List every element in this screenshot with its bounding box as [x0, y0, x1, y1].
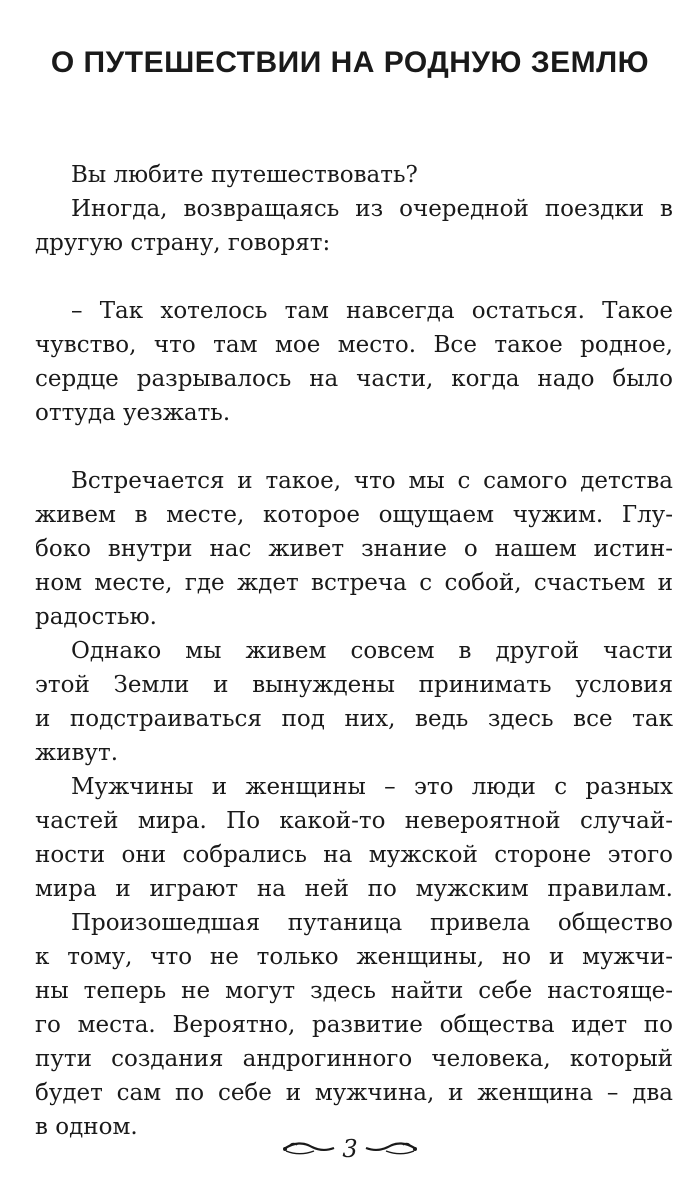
- text-line: пути создания андрогинного человека, который: [35, 1046, 673, 1072]
- text-line: Однако мы живем совсем в другой части: [71, 638, 673, 664]
- text-line: оттуда уезжать.: [35, 400, 231, 426]
- text-line: к тому, что не только женщины, но и мужчи-: [35, 944, 673, 970]
- text-line: Мужчины и женщины – это люди с разных: [71, 774, 673, 800]
- text-line: Иногда, возвращаясь из очередной поездки в: [71, 196, 673, 222]
- text-line: живем в месте, которое ощущаем чужим. Глу-: [35, 502, 673, 528]
- text-line: – Так хотелось там навсегда остаться. Такое: [71, 298, 673, 324]
- text-line: частей мира. По какой-то невероятной случай-: [35, 808, 673, 834]
- text-line: сердце разрывалось на части, когда надо было: [35, 366, 673, 392]
- text-line: другую страну, говорят:: [35, 230, 331, 256]
- text-line: Вы любите путешествовать?: [71, 162, 418, 188]
- chapter-body: [35, 158, 673, 1144]
- text-line: боко внутри нас живет знание о нашем истин-: [35, 536, 673, 562]
- text-line: го места. Вероятно, развитие общества идет по: [35, 1012, 673, 1038]
- text-line: этой Земли и вынуждены принимать условия: [35, 672, 673, 698]
- scroll-ornament-left-icon: [282, 1140, 336, 1158]
- paragraph-gap: [35, 260, 673, 294]
- text-line: и подстраиваться под них, ведь здесь все так: [35, 706, 673, 732]
- text-line: будет сам по себе и мужчина, и женщина – два: [35, 1080, 673, 1106]
- text-line: ности они собрались на мужской стороне этого: [35, 842, 673, 868]
- scroll-ornament-right-icon: [364, 1140, 418, 1158]
- chapter-title: О ПУТЕШЕСТВИИ НА РОДНУЮ ЗЕМЛЮ: [50, 46, 650, 79]
- page-number: 3: [342, 1135, 358, 1163]
- text-line: радостью.: [35, 604, 157, 630]
- text-line: Встречается и такое, что мы с самого детства: [71, 468, 673, 494]
- text-line: в одном.: [35, 1114, 138, 1140]
- text-line: ны теперь не могут здесь найти себе настояще-: [35, 978, 673, 1004]
- text-line: мира и играют на ней по мужским правилам.: [35, 876, 673, 902]
- text-line: живут.: [35, 740, 119, 766]
- text-line: чувство, что там мое место. Все такое родное,: [35, 332, 673, 358]
- text-line: Произошедшая путаница привела общество: [71, 910, 673, 936]
- page-footer: [0, 1134, 700, 1164]
- paragraph-gap: [35, 430, 673, 464]
- text-line: ном месте, где ждет встреча с собой, счастьем и: [35, 570, 673, 596]
